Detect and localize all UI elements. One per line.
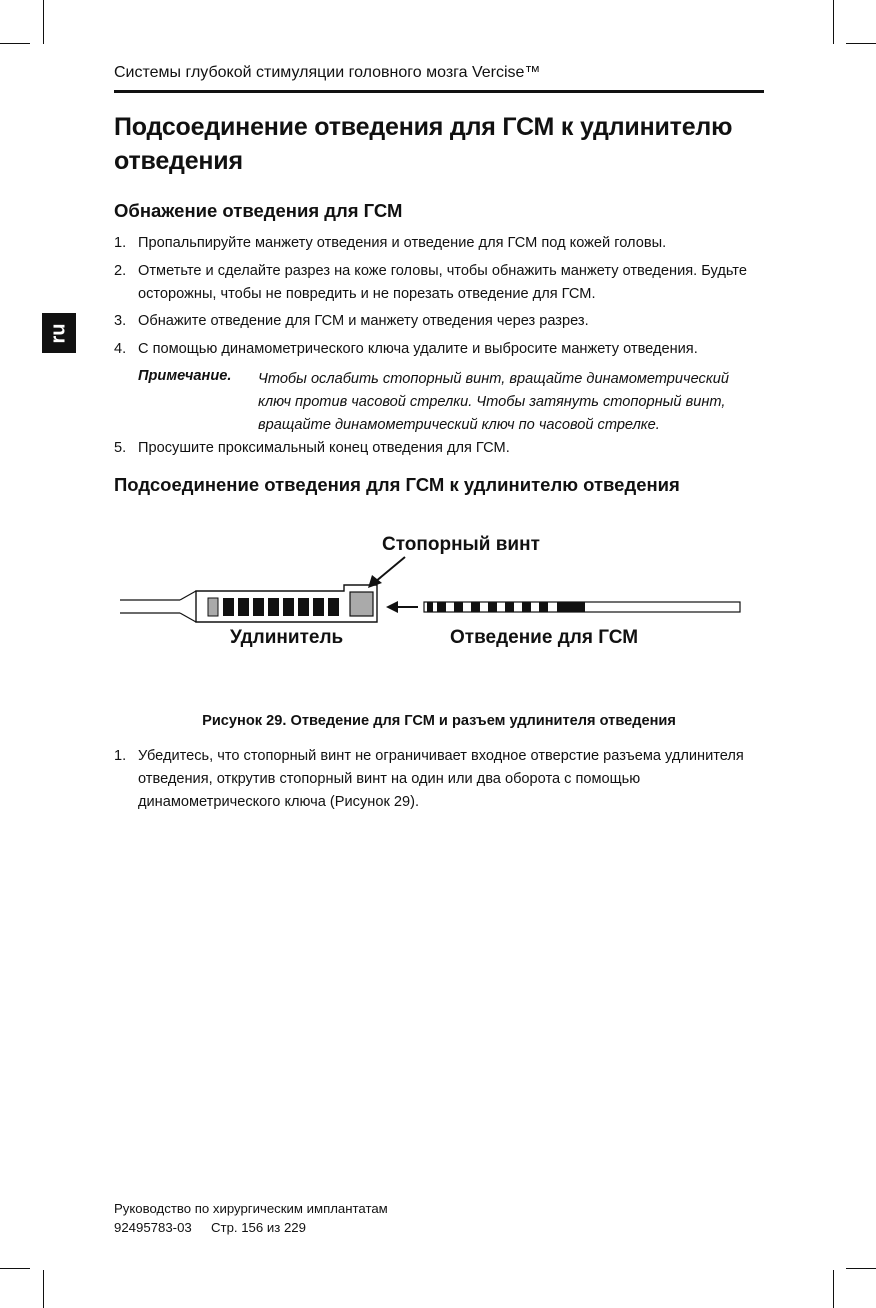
crop-mark xyxy=(833,1270,834,1308)
list-item-number: 2. xyxy=(114,263,127,279)
list-item-number: 1. xyxy=(114,748,127,764)
note-label: Примечание. xyxy=(138,368,232,384)
list-item-number: 5. xyxy=(114,440,127,456)
crop-mark xyxy=(43,1270,44,1308)
list-item-text: Убедитесь, что стопорный винт не ограничивает входное отверстие разъема удлинителя отведения, открутив стопорный винт на один или два оборота с помощью динамометрического ключа (Рисунок 29). xyxy=(138,748,744,810)
list-item xyxy=(114,437,774,460)
crop-mark xyxy=(846,43,876,44)
list-item-number: 4. xyxy=(114,341,127,357)
footer-page-number: Стр. 156 из 229 xyxy=(211,1220,306,1235)
list-item xyxy=(114,338,774,361)
label-setscrew: Стопорный винт xyxy=(382,534,540,555)
crop-mark xyxy=(833,0,834,44)
connector-diagram xyxy=(100,520,750,660)
setscrew-pointer xyxy=(375,557,405,582)
arrow-left-icon xyxy=(386,601,398,613)
list-item xyxy=(114,232,774,255)
figure-caption: Рисунок 29. Отведение для ГСМ и разъем удлинителя отведения xyxy=(202,713,676,729)
footer-doc-number: 92495783-03 xyxy=(114,1220,192,1235)
crop-mark xyxy=(43,0,44,44)
label-dbs-lead: Отведение для ГСМ xyxy=(450,627,639,648)
header-rule xyxy=(114,90,764,93)
list-item-text: Отметьте и сделайте разрез на коже головы, чтобы обнажить манжету отведения. Будьте осторожны, чтобы не повредить и не порезать отведение для ГСМ. xyxy=(138,263,747,302)
note-text: Чтобы ослабить стопорный винт, вращайте динамометрический ключ против часовой стрелки. Чтобы затянуть стопорный винт, вращайте динамометрический ключ по часовой стрелке. xyxy=(258,371,729,433)
list-item-text: Обнажите отведение для ГСМ и манжету отведения через разрез. xyxy=(138,313,589,329)
crop-mark xyxy=(0,1268,30,1269)
list-item xyxy=(114,260,774,306)
list-item-text: Просушите проксимальный конец отведения для ГСМ. xyxy=(138,440,510,456)
section-heading-exposure: Обнажение отведения для ГСМ xyxy=(114,200,403,221)
setscrew-block xyxy=(350,592,373,616)
section-heading-connection: Подсоединение отведения для ГСМ к удлинителю отведения xyxy=(114,474,680,495)
list-item-text: С помощью динамометрического ключа удалите и выбросите манжету отведения. xyxy=(138,341,698,357)
language-tab xyxy=(42,313,76,353)
crop-mark xyxy=(846,1268,876,1269)
label-extension: Удлинитель xyxy=(230,627,344,648)
list-item-number: 3. xyxy=(114,313,127,329)
list-item xyxy=(114,310,774,333)
list-item xyxy=(114,745,744,814)
crop-mark xyxy=(0,43,30,44)
page-title: Подсоединение отведения для ГСМ к удлинителю отведения xyxy=(114,113,733,175)
connector-figure xyxy=(100,520,750,665)
language-tab-text: ru xyxy=(47,323,70,343)
list-item-number: 1. xyxy=(114,235,127,251)
extension-connector xyxy=(120,585,377,622)
list-item-text: Пропальпируйте манжету отведения и отведение для ГСМ под кожей головы. xyxy=(138,235,667,251)
running-header: Системы глубокой стимуляции головного мозга Vercise™ xyxy=(114,64,541,81)
dbs-lead xyxy=(424,602,740,612)
footer-doc-title: Руководство по хирургическим имплантатам xyxy=(114,1201,388,1216)
